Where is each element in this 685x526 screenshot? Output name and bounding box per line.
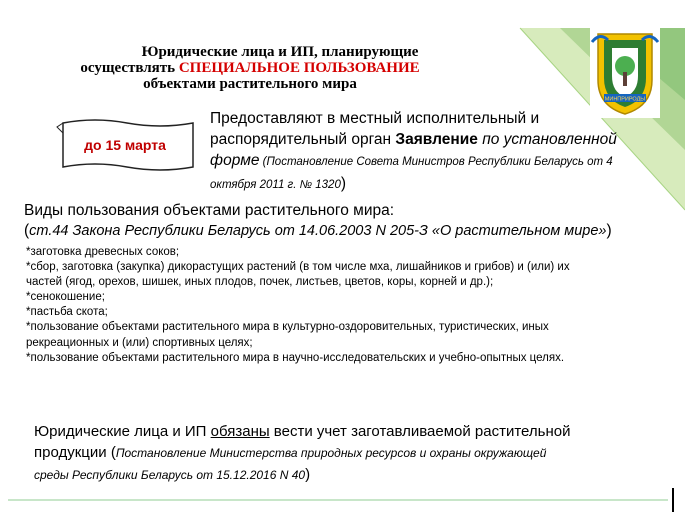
list-item: *пастьба скота; (26, 306, 108, 319)
accounting-ref-close: ) (305, 466, 311, 483)
accounting-ref-open: ( (110, 444, 116, 461)
usage-types-ref-close: ) (606, 222, 612, 239)
submission-reference: (Постановление Совета Министров Республики Беларусь от 4 октября 2011 г. № 1320 (210, 156, 613, 191)
ministry-emblem-icon (590, 28, 660, 118)
usage-types-heading (24, 201, 664, 241)
submission-paragraph (210, 108, 630, 196)
list-item: *сбор, заготовка (закупка) дикорастущих растений (в том числе мха, лишайников и грибов) и (или) их частей (ягод, орехов, шишек, иных плодов, почек, листьев, цветов, коры, корней и др.); (26, 261, 570, 289)
usage-types-reference: ст.44 Закона Республики Беларусь от 14.06.2003 N 205-З «О растительном мире» (29, 223, 607, 239)
list-item: *заготовка древесных соков; (26, 246, 180, 258)
usage-types-title: Виды пользования объектами растительного мира: (24, 202, 395, 219)
list-item: *пользование объектами растительного мира в культурно-оздоровительных, туристических, иных рекреационных и (или) спортивных целях; (26, 321, 549, 349)
usage-types-list (26, 245, 586, 366)
accounting-text-2: вести учет заготавливаемой растительной продукции (34, 423, 571, 461)
submission-ref-close: ) (340, 175, 347, 192)
accounting-paragraph (34, 421, 574, 486)
submission-text-1: Предоставляют в местный исполнительный и распорядительный орган (210, 110, 540, 148)
title-line-2-highlight: СПЕЦИАЛЬНОЕ ПОЛЬЗОВАНИЕ (178, 60, 420, 76)
slide-title (40, 44, 460, 92)
submission-text-2: по установленной форме (210, 131, 617, 169)
title-line-2-prefix: осуществлять (80, 60, 179, 76)
accounting-obligation: обязаны (210, 423, 270, 440)
usage-types-ref-open: ( (24, 222, 30, 239)
accounting-reference: Постановление Министерства природных ресурсов и охраны окружающей среды Республики Беларусь от 15.12.2016 N 40 (34, 446, 547, 482)
divider (672, 488, 674, 512)
list-item: *пользование объектами растительного мира в научно-исследовательских и учебно-опытных целях. (26, 351, 565, 364)
accounting-text-1: Юридические лица и ИП (34, 423, 211, 440)
title-line-3: объектами растительного мира (143, 76, 357, 92)
list-item: *сенокошение; (26, 291, 105, 304)
title-line-1: Юридические лица и ИП, планирующие (141, 44, 419, 60)
submission-doc-name: Заявление (395, 131, 478, 148)
logo-label: МИНПРИРОДЫ (604, 96, 646, 103)
deadline-label: до 15 марта (84, 137, 166, 153)
